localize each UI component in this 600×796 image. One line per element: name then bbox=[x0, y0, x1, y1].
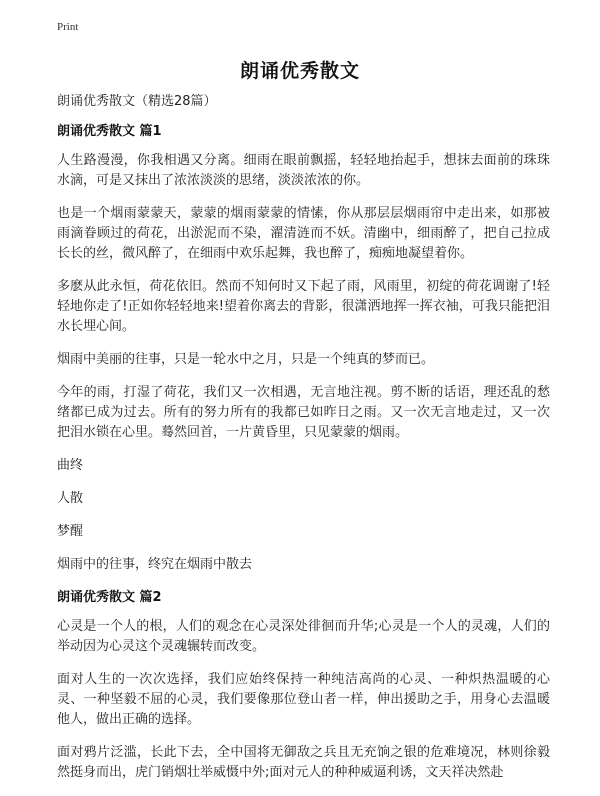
paragraph: 今年的雨，打湿了荷花，我们又一次相遇，无言地注视。剪不断的话语，理还乱的愁绪都已成为过去。所有的努力所有的我都已如昨日之雨。又一次无言地走过，又一次把泪水锁在心里。蓦然回首，一片黄昏里，只见蒙蒙的烟雨。 bbox=[57, 385, 550, 440]
paragraph: 曲终 bbox=[57, 458, 84, 473]
paragraph: 面对人生的一次次选择，我们应始终保持一种纯洁高尚的心灵、一种炽热温暖的心灵、一种坚毅不屈的心灵，我们要像那位登山者一样，伸出援助之手，用身心去温暖他人，做出正确的选择。 bbox=[57, 672, 550, 727]
section-heading: 朗诵优秀散文 篇2 bbox=[57, 590, 162, 605]
paragraph: 也是一个烟雨蒙蒙天，蒙蒙的烟雨蒙蒙的情愫，你从那层层烟雨帘中走出来，如那被雨滴眷顾过的荷花，出淤泥而不染，濯清涟而不妖。清幽中，细雨醉了，把自己拉成长长的丝，微风醉了，在细雨中欢乐起舞，我也醉了，痴痴地凝望着你。 bbox=[57, 206, 550, 261]
paragraph: 面对鸦片泛滥，长此下去，全中国将无御敌之兵且无充饷之银的危难境况，林则徐毅然挺身而出，虎门销烟壮举威慑中外;面对元人的种种威逼利诱，文天祥决然赴 bbox=[57, 745, 550, 780]
document-body bbox=[57, 92, 550, 796]
paragraph: 人散 bbox=[57, 491, 84, 506]
paragraph: 梦醒 bbox=[57, 524, 84, 539]
section-1 bbox=[57, 122, 550, 575]
document-title: 朗诵优秀散文 bbox=[239, 60, 360, 82]
section-heading: 朗诵优秀散文 篇1 bbox=[57, 124, 162, 139]
paragraph: 人生路漫漫，你我相遇又分离。细雨在眼前飘摇，轻轻地抬起手，想抹去面前的珠珠水滴，可是又抹出了浓浓淡淡的思绪，淡淡浓浓的你。 bbox=[57, 153, 550, 188]
section-2 bbox=[57, 588, 550, 783]
paragraph: 心灵是一个人的根，人们的观念在心灵深处徘徊而升华;心灵是一个人的灵魂，人们的举动因为心灵这个灵魂辗转而改变。 bbox=[57, 619, 550, 654]
document-subtitle: 朗诵优秀散文（精选28篇） bbox=[57, 94, 217, 109]
print-label: Print bbox=[57, 21, 79, 33]
paragraph: 多麽从此永恒，荷花依旧。然而不知何时又下起了雨，风雨里，初绽的荷花调谢了!轻轻地你走了!正如你轻轻地来!望着你离去的背影，很潇洒地挥一挥衣袖，可我只能把泪水长埋心间。 bbox=[57, 279, 550, 334]
paragraph: 烟雨中美丽的往事，只是一轮水中之月，只是一个纯真的梦而已。 bbox=[57, 352, 435, 367]
paragraph: 烟雨中的往事，终究在烟雨中散去 bbox=[57, 557, 253, 572]
